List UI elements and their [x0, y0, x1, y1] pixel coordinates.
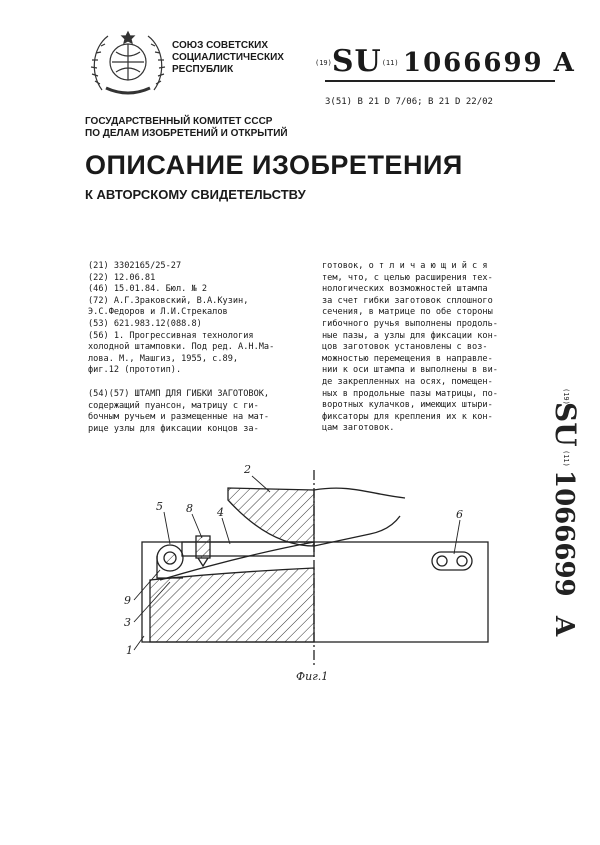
biblio-line: лова. М., Машгиз, 1955, с.89, [88, 353, 239, 364]
pub-code-11: (11) [381, 59, 399, 67]
leader-8 [192, 514, 202, 538]
abstract-line: де закрепленных на осях, помещен- [322, 376, 493, 387]
leader-6 [454, 520, 460, 554]
side-number: 1066699 [549, 470, 579, 597]
country-code-su: SU [331, 44, 382, 79]
matrix-hatched [150, 568, 314, 642]
abstract-line: бочным ручьем и размещенные на мат- [88, 412, 270, 423]
biblio-line: (53) 621.983.12(088.8) [88, 318, 202, 329]
leader-5 [164, 512, 170, 544]
abstract-line: фиксаторы для крепления их к кон- [322, 411, 493, 422]
abstract-line: воротных кулачков, имеющих штыри- [322, 400, 493, 411]
side-code-11: (11) [562, 450, 570, 467]
biblio-line: (22) 12.06.81 [88, 272, 156, 283]
biblio-line: (56) 1. Прогрессивная технология [88, 330, 254, 341]
side-code-19: (19) [562, 388, 570, 405]
label-6: 6 [456, 508, 463, 521]
abstract-line: цам заготовок. [322, 423, 395, 434]
abstract-line: цов заготовок установлены с воз- [322, 342, 488, 353]
abstract-line: ные пазы, а узлы для фиксации кон- [322, 330, 498, 341]
fixing-pin [196, 536, 210, 558]
punch-break-line [314, 488, 405, 498]
abstract-line: нии к оси штампа и выполнены в ви- [322, 365, 498, 376]
right-column [322, 261, 498, 435]
label-9: 9 [124, 594, 131, 607]
biblio-line: фиг.12 (прототип). [88, 365, 182, 376]
abstract-line: рице узлы для фиксации концов за- [88, 423, 259, 434]
label-2: 2 [244, 463, 251, 476]
label-5: 5 [156, 500, 163, 513]
biblio-line: (46) 15.01.84. Бюл. № 2 [88, 284, 207, 295]
abstract-line: (54)(57) ШТАМП ДЛЯ ГИБКИ ЗАГОТОВОК, [88, 388, 270, 399]
patent-kind: A [553, 48, 574, 78]
abstract-line: тем, что, с целью расширения тех- [322, 272, 493, 283]
biblio-line: (21) 3302165/25-27 [88, 261, 182, 271]
biblio-line: холодной штамповки. Под ред. А.Н.Ма- [88, 342, 275, 353]
header-rule [325, 80, 555, 82]
abstract-line: ных в продольные пазы матрицы, по- [322, 388, 498, 399]
label-1: 1 [126, 644, 133, 657]
abstract-line: нологических возможностей штампа [322, 284, 488, 295]
abstract-line: содержащий пуансон, матрицу с ги- [88, 400, 259, 411]
abstract-line: за счет гибки заготовок сплошного [322, 295, 493, 306]
label-8: 8 [186, 502, 193, 515]
pub-code-19: (19) [315, 59, 332, 67]
leader-1 [134, 636, 144, 650]
slot-outline [432, 552, 472, 570]
side-su: SU [549, 402, 582, 447]
slot-hole-left [437, 556, 447, 566]
figure-caption: Фиг.1 [296, 670, 329, 683]
abstract-line: гибочного ручья выполнены продоль- [322, 318, 498, 329]
committee-name: ГОСУДАРСТВЕННЫЙ КОМИТЕТ СССР ПО ДЕЛАМ ИЗОБРЕТЕНИЙ И ОТКРЫТИЙ [85, 116, 288, 139]
side-kind: A [549, 616, 579, 637]
slot-hole-right [457, 556, 467, 566]
ipc-classification: 3(51) В 21 D 7/06; В 21 D 22/02 [325, 97, 493, 107]
biblio-line: (72) А.Г.Зраковский, В.А.Кузин, [88, 295, 249, 306]
label-4: 4 [217, 506, 224, 519]
state-emblem-icon [88, 26, 168, 100]
cam-axle [164, 552, 176, 564]
left-column [88, 261, 274, 435]
abstract-line: сечения, в матрице по обе стороны [322, 307, 493, 318]
document-title: ОПИСАНИЕ ИЗОБРЕТЕНИЯ [85, 150, 463, 180]
technical-figure [120, 460, 520, 690]
abstract-line: можностью перемещения в направле- [322, 353, 493, 364]
leader-4 [222, 518, 230, 544]
abstract-line: готовок, о т л и ч а ю щ и й с я [322, 261, 488, 271]
punch-hatched [228, 488, 314, 546]
biblio-line: Э.С.Федоров и Л.И.Стрекалов [88, 307, 228, 318]
patent-number: 1066699 [403, 48, 544, 78]
pin-tip [198, 558, 208, 566]
label-3: 3 [124, 616, 131, 629]
document-subtitle: К АВТОРСКОМУ СВИДЕТЕЛЬСТВУ [85, 187, 306, 202]
publication-number [315, 44, 574, 79]
side-publication-number [536, 388, 582, 668]
country-name: СОЮЗ СОВЕТСКИХ СОЦИАЛИСТИЧЕСКИХ РЕСПУБЛИК [172, 40, 284, 75]
